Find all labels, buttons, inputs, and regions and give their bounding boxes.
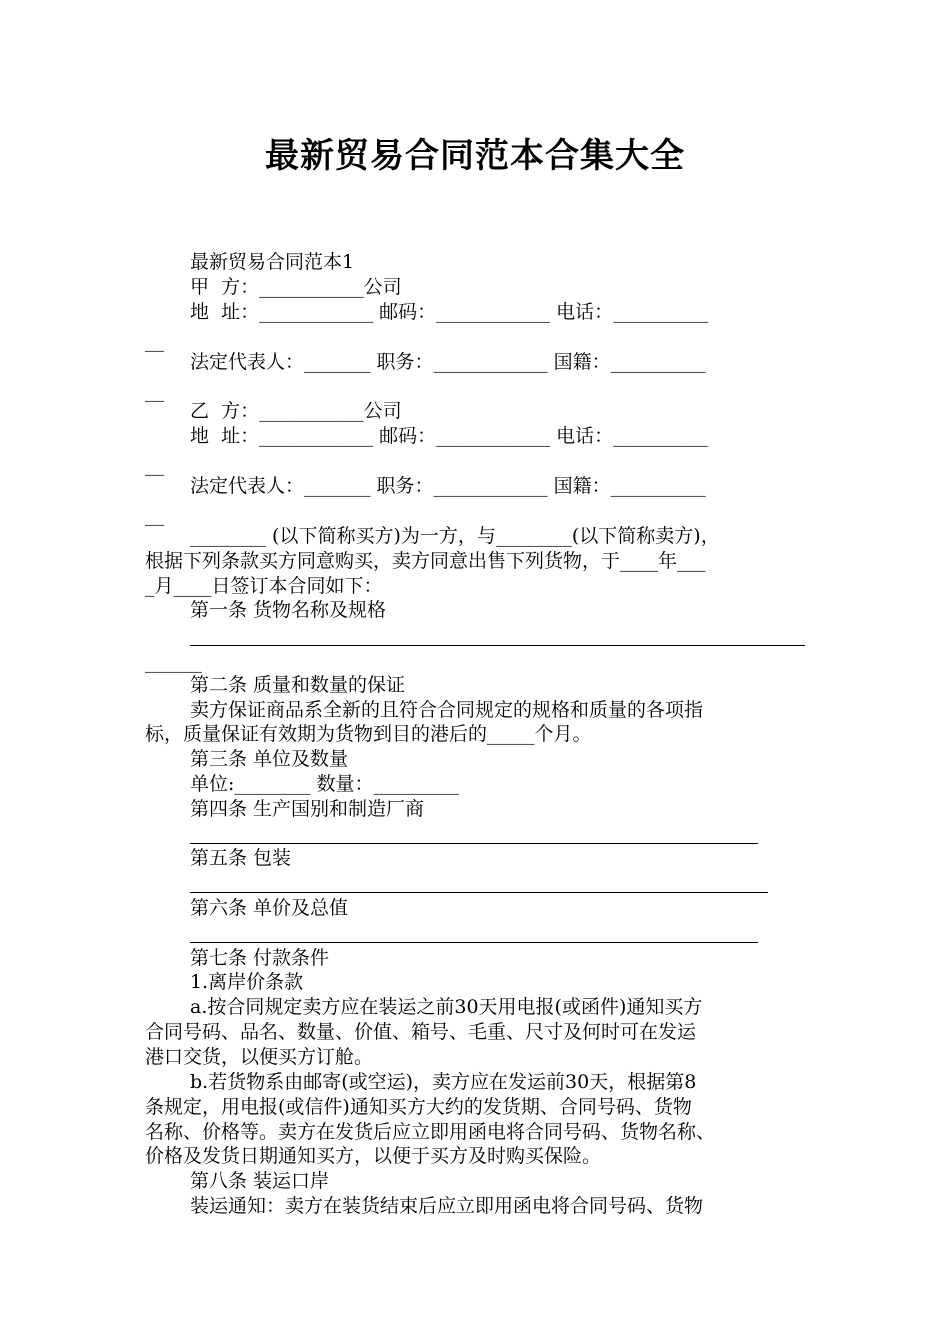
article-heading: 第五条 包装: [190, 847, 292, 869]
article-heading: 第七条 付款条件: [190, 947, 330, 969]
paragraph-line: 港口交货，以便买方订舱。: [145, 1046, 374, 1068]
party-a-address-line: 地 址：____________ 邮码：____________ 电话：__________: [190, 301, 709, 323]
wrap-underline: __: [145, 504, 164, 526]
party-a-line: 甲 方：___________公司: [190, 276, 402, 298]
fill-in-rule: [190, 942, 758, 943]
paragraph-line: 卖方保证商品系全新的且符合合同规定的规格和质量的各项指: [190, 699, 704, 721]
fill-in-rule: [190, 892, 768, 893]
paragraph-line: 条规定，用电报(或信件)通知买方大约的发货期、合同号码、货物: [145, 1096, 692, 1118]
paragraph-line: 价格及发货日期通知买方，以便于买方及时购买保险。: [145, 1145, 602, 1167]
fill-in-rule: [190, 645, 805, 646]
wrap-underline: __: [145, 454, 164, 476]
fill-in-rule: [190, 843, 758, 844]
paragraph-line: a.按合同规定卖方应在装运之前30天用电报(或函件)通知买方: [190, 996, 703, 1018]
wrap-underline: ______: [145, 651, 202, 673]
paragraph-line: _月____日签订本合同如下：: [145, 575, 383, 597]
article-heading: 第四条 生产国别和制造厂商: [190, 798, 425, 820]
paragraph-line: 合同号码、品名、数量、价值、箱号、毛重、尺寸及何时可在发运: [145, 1021, 697, 1043]
wrap-underline: __: [145, 330, 164, 352]
paragraph-line: 单位:________ 数量：_________: [190, 773, 459, 795]
paragraph-line: b.若货物系由邮寄(或空运)，卖方应在发运前30天，根据第8: [190, 1071, 697, 1093]
paragraph-line: 标，质量保证有效期为货物到目的港后的_____个月。: [145, 723, 592, 745]
article-heading: 第三条 单位及数量: [190, 748, 349, 770]
party-a-representative-line: 法定代表人：_______ 职务：____________ 国籍：__________: [190, 351, 706, 373]
paragraph-line: 名称、价格等。卖方在发货后应立即用函电将合同号码、货物名称、: [145, 1121, 716, 1143]
party-b-line: 乙 方：___________公司: [190, 400, 402, 422]
paragraph-line: 根据下列条款买方同意购买，卖方同意出售下列货物，于____年___: [145, 550, 706, 572]
article-heading: 第六条 单价及总值: [190, 897, 349, 919]
article-heading: 第八条 装运口岸: [190, 1170, 330, 1192]
party-b-representative-line: 法定代表人：_______ 职务：____________ 国籍：__________: [190, 475, 706, 497]
wrap-underline: __: [145, 380, 164, 402]
article-heading: 第二条 质量和数量的保证: [190, 674, 406, 696]
paragraph-line: 装运通知：卖方在装货结束后应立即用函电将合同号码、货物: [190, 1195, 704, 1217]
party-b-address-line: 地 址：____________ 邮码：____________ 电话：__________: [190, 425, 709, 447]
paragraph-line: ________ (以下简称买方)为一方，与________(以下简称卖方)，: [190, 525, 720, 547]
document-title: 最新贸易合同范本合集大全: [265, 136, 685, 176]
article-heading: 第一条 货物名称及规格: [190, 599, 387, 621]
paragraph-line: 1.离岸价条款: [190, 971, 304, 993]
contract-heading: 最新贸易合同范本1: [190, 251, 355, 273]
